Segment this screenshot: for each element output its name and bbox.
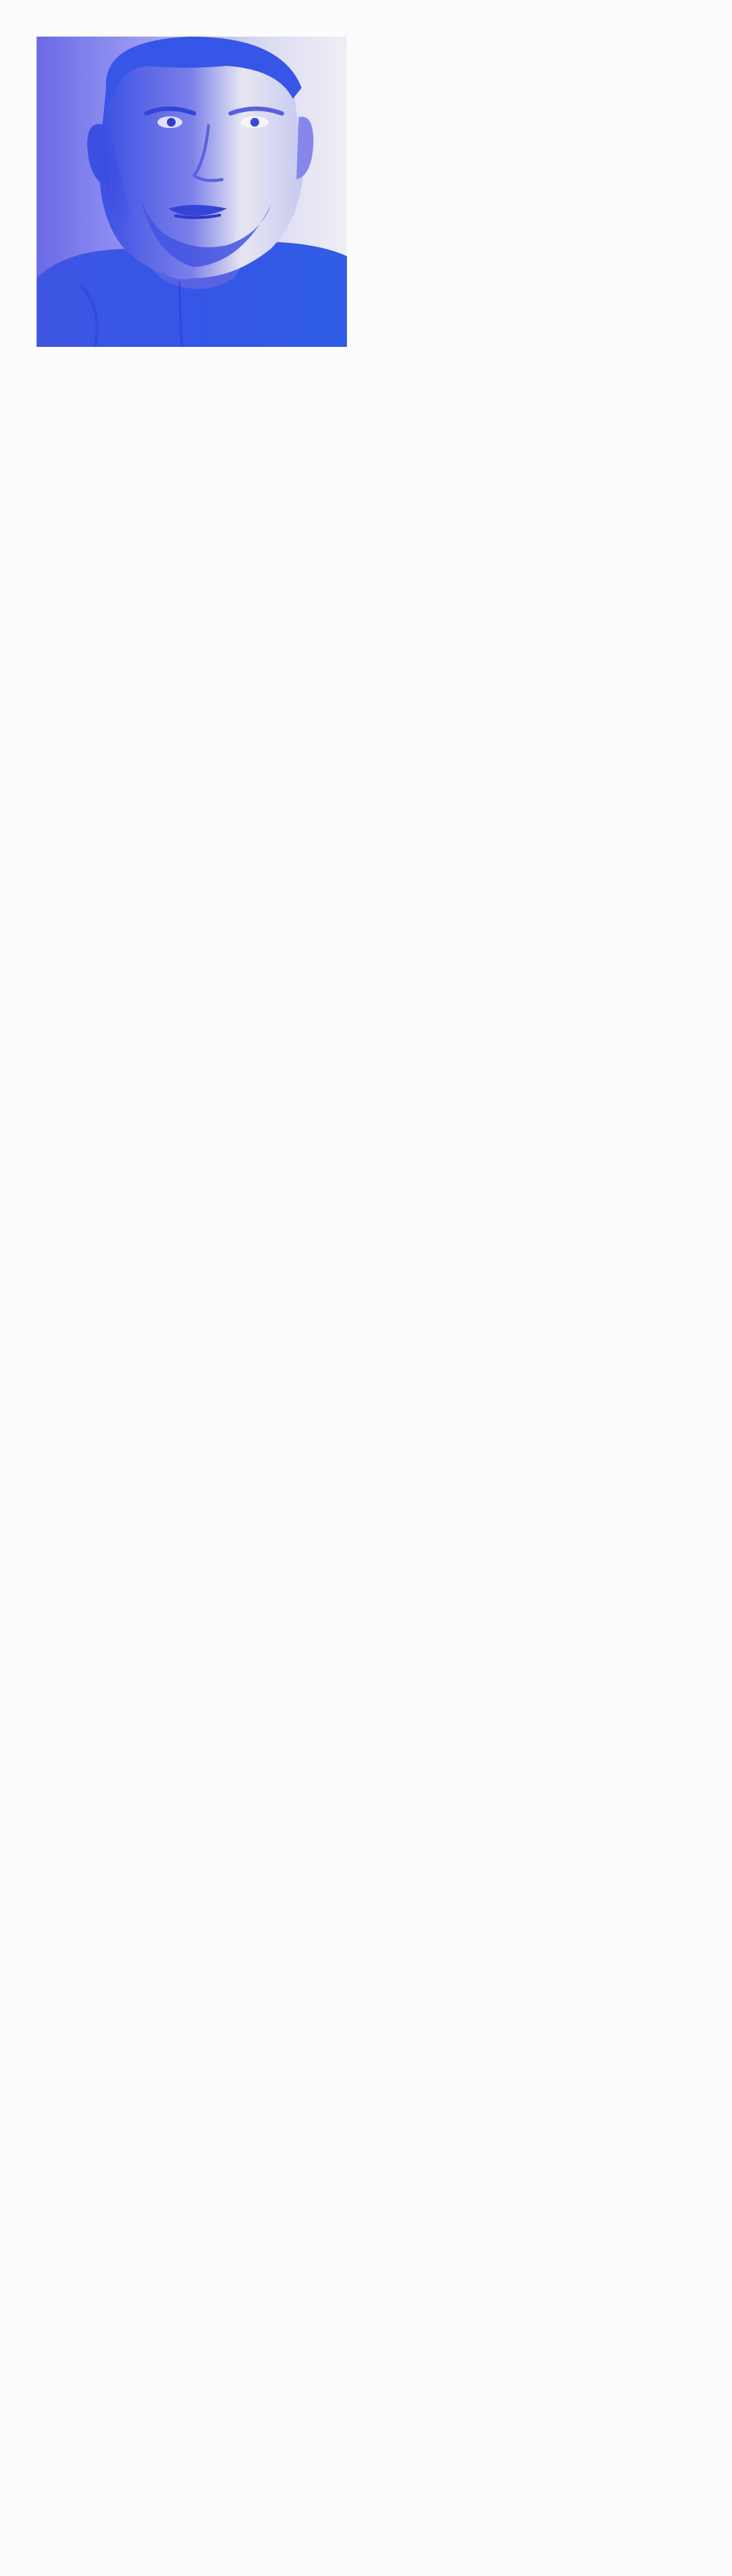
portrait-illustration	[37, 37, 347, 347]
page-background	[0, 381, 732, 2576]
portrait-photo	[37, 37, 347, 347]
